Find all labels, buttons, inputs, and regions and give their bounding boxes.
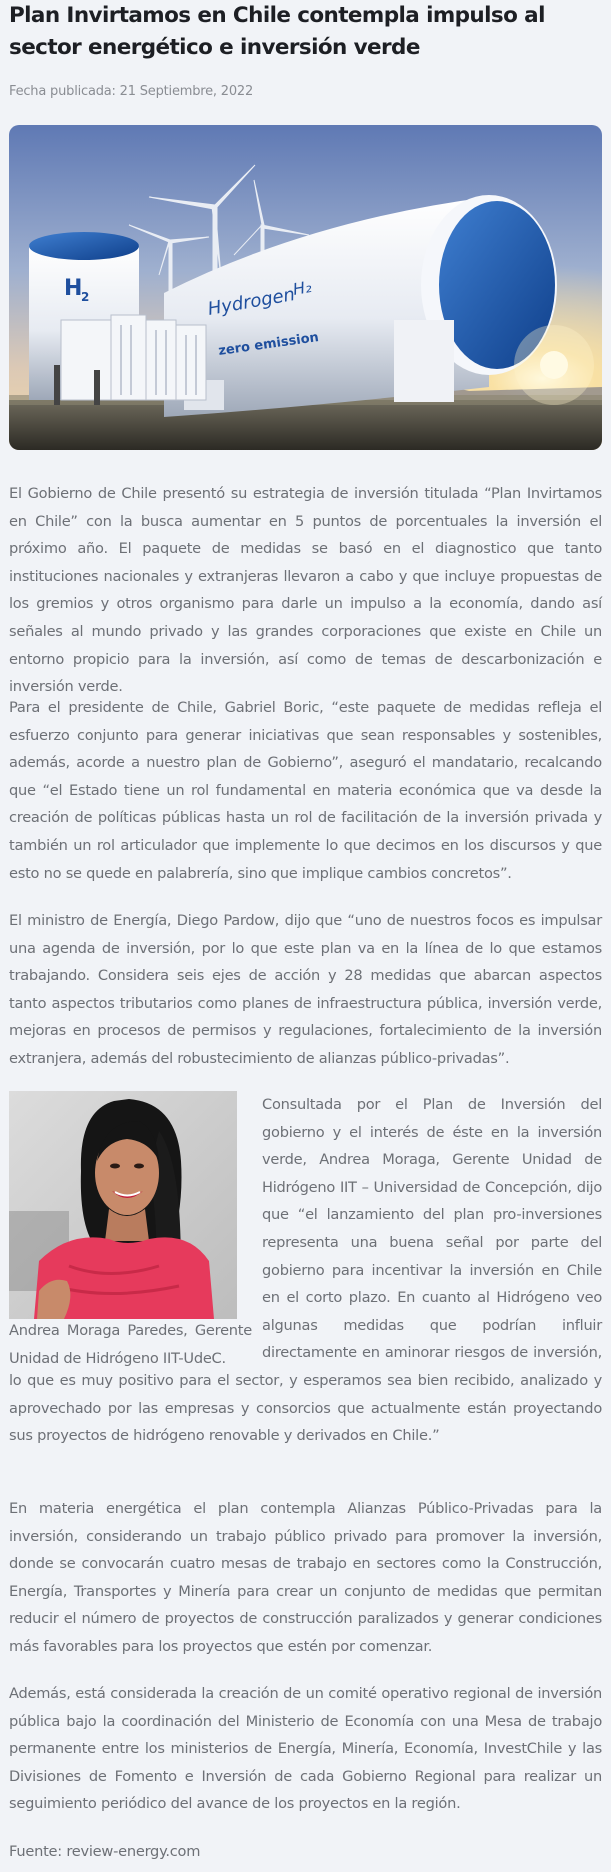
portrait-photo [9,1091,237,1319]
paragraph-3: El ministro de Energía, Diego Pardow, dijo que “uno de nuestros focos es impulsar una agenda de inversión, por lo que este plan va en la línea de lo que estamos trabajando. Considera seis ejes de acción y 28 medidas que abarcan aspectos tanto aspectos tributarios como planes de infraestructura pública, inversión verde, mejoras en procesos de permisos y regulaciones, fortalecimiento de la inversión extranjera, además del robustecimiento de alianzas público-privadas”. [9,912,602,1067]
paragraph-4-text: Consultada por el Plan de Inversión del gobierno y el interés de éste en la inversión verde, Andrea Moraga, Gerente Unidad de Hidrógeno IIT – Universidad de Concepción, dijo que “el lanzamiento del plan pro-inversiones representa una buena señal por parte del gobierno para incentivar la inversión en Chile en el corto plazo. En cuanto al Hidrógeno veo algunas medidas que podrían influir directamente en aminorar riesgos de inversión, lo que es muy positivo para el sector, y esperamos sea bien recibido, analizado y aprovechado por las empresas y consorcios que actualmente están proyectando sus proyectos de hidrógeno renovable y derivados en Chile.” [9,1096,602,1445]
paragraph-5: En materia energética el plan contempla Alianzas Público-Privadas para la inversión, considerando un trabajo público privado para promover la inversión, donde se convocarán cuatro mesas de trabajo en sectores como la Construcción, Energía, Transportes y Minería para crear un conjunto de medidas que permitan reducir el número de proyectos de construcción paralizados y generar condiciones más favorables para los proyectos que estén por comenzar. [9,1500,602,1655]
hero-image [9,125,602,450]
paragraph-6: Además, está considerada la creación de un comité operativo regional de inversión pública bajo la coordinación del Ministerio de Economía con una Mesa de trabajo permanente entre los ministerios de Energía, Minería, Economía, InvestChile y las Divisiones de Fomento e Inversión de cada Gobierno Regional para realizar un seguimiento periódico del avance de los proyectos en la región. [9,1685,602,1813]
svg-text:2: 2 [81,290,90,304]
paragraph-2: Para el presidente de Chile, Gabriel Boric, “este paquete de medidas refleja el esfuerzo conjunto para generar iniciativas que sean responsables y sostenibles, además, acorde a nuestro plan de Gobierno”, aseguró el mandatario, recalcando que “el Estado tiene un rol fundamental en materia económica que va desde la creación de políticas públicas hasta un rol de facilitación de la inversión privada y también un rol articulador que implemente lo que decimos en los discursos y que esto no se quede en palabrería, sino que implique cambios concretos”. [9,699,602,882]
photo-figure [9,1091,252,1367]
paragraph-4-with-photo [9,1091,602,1450]
svg-text:Hydrogen: Hydrogen [206,283,297,320]
svg-text:H₂: H₂ [291,277,313,299]
article-title: Plan Invirtamos en Chile contempla impulso al sector energético e inversión verde [9,3,545,60]
paragraph-1: El Gobierno de Chile presentó su estrategia de inversión titulada “Plan Invirtamos en Chile” con la busca aumentar en 5 puntos de porcentuales la inversión el próximo año. El paquete de medidas se basó en el diagnostico que tanto instituciones nacionales y extranjeras llevaron a cabo y que incluye propuestas de los gremios y otros organismo para darle un impulso a la economía, dando así señales al mundo privado y las grandes corporaciones que existe en Chile un entorno propicio para la inversión, así como de temas de descarbonización e inversión verde. [9,485,602,696]
publish-date: Fecha publicada: 21 Septiembre, 2022 [9,84,254,99]
svg-text:zero emission: zero emission [217,330,320,359]
svg-text:H: H [64,276,83,301]
source-credit: Fuente: review-energy.com [9,1843,201,1860]
photo-caption: Andrea Moraga Paredes, Gerente Unidad de Hidrógeno IIT-UdeC. [9,1322,252,1367]
